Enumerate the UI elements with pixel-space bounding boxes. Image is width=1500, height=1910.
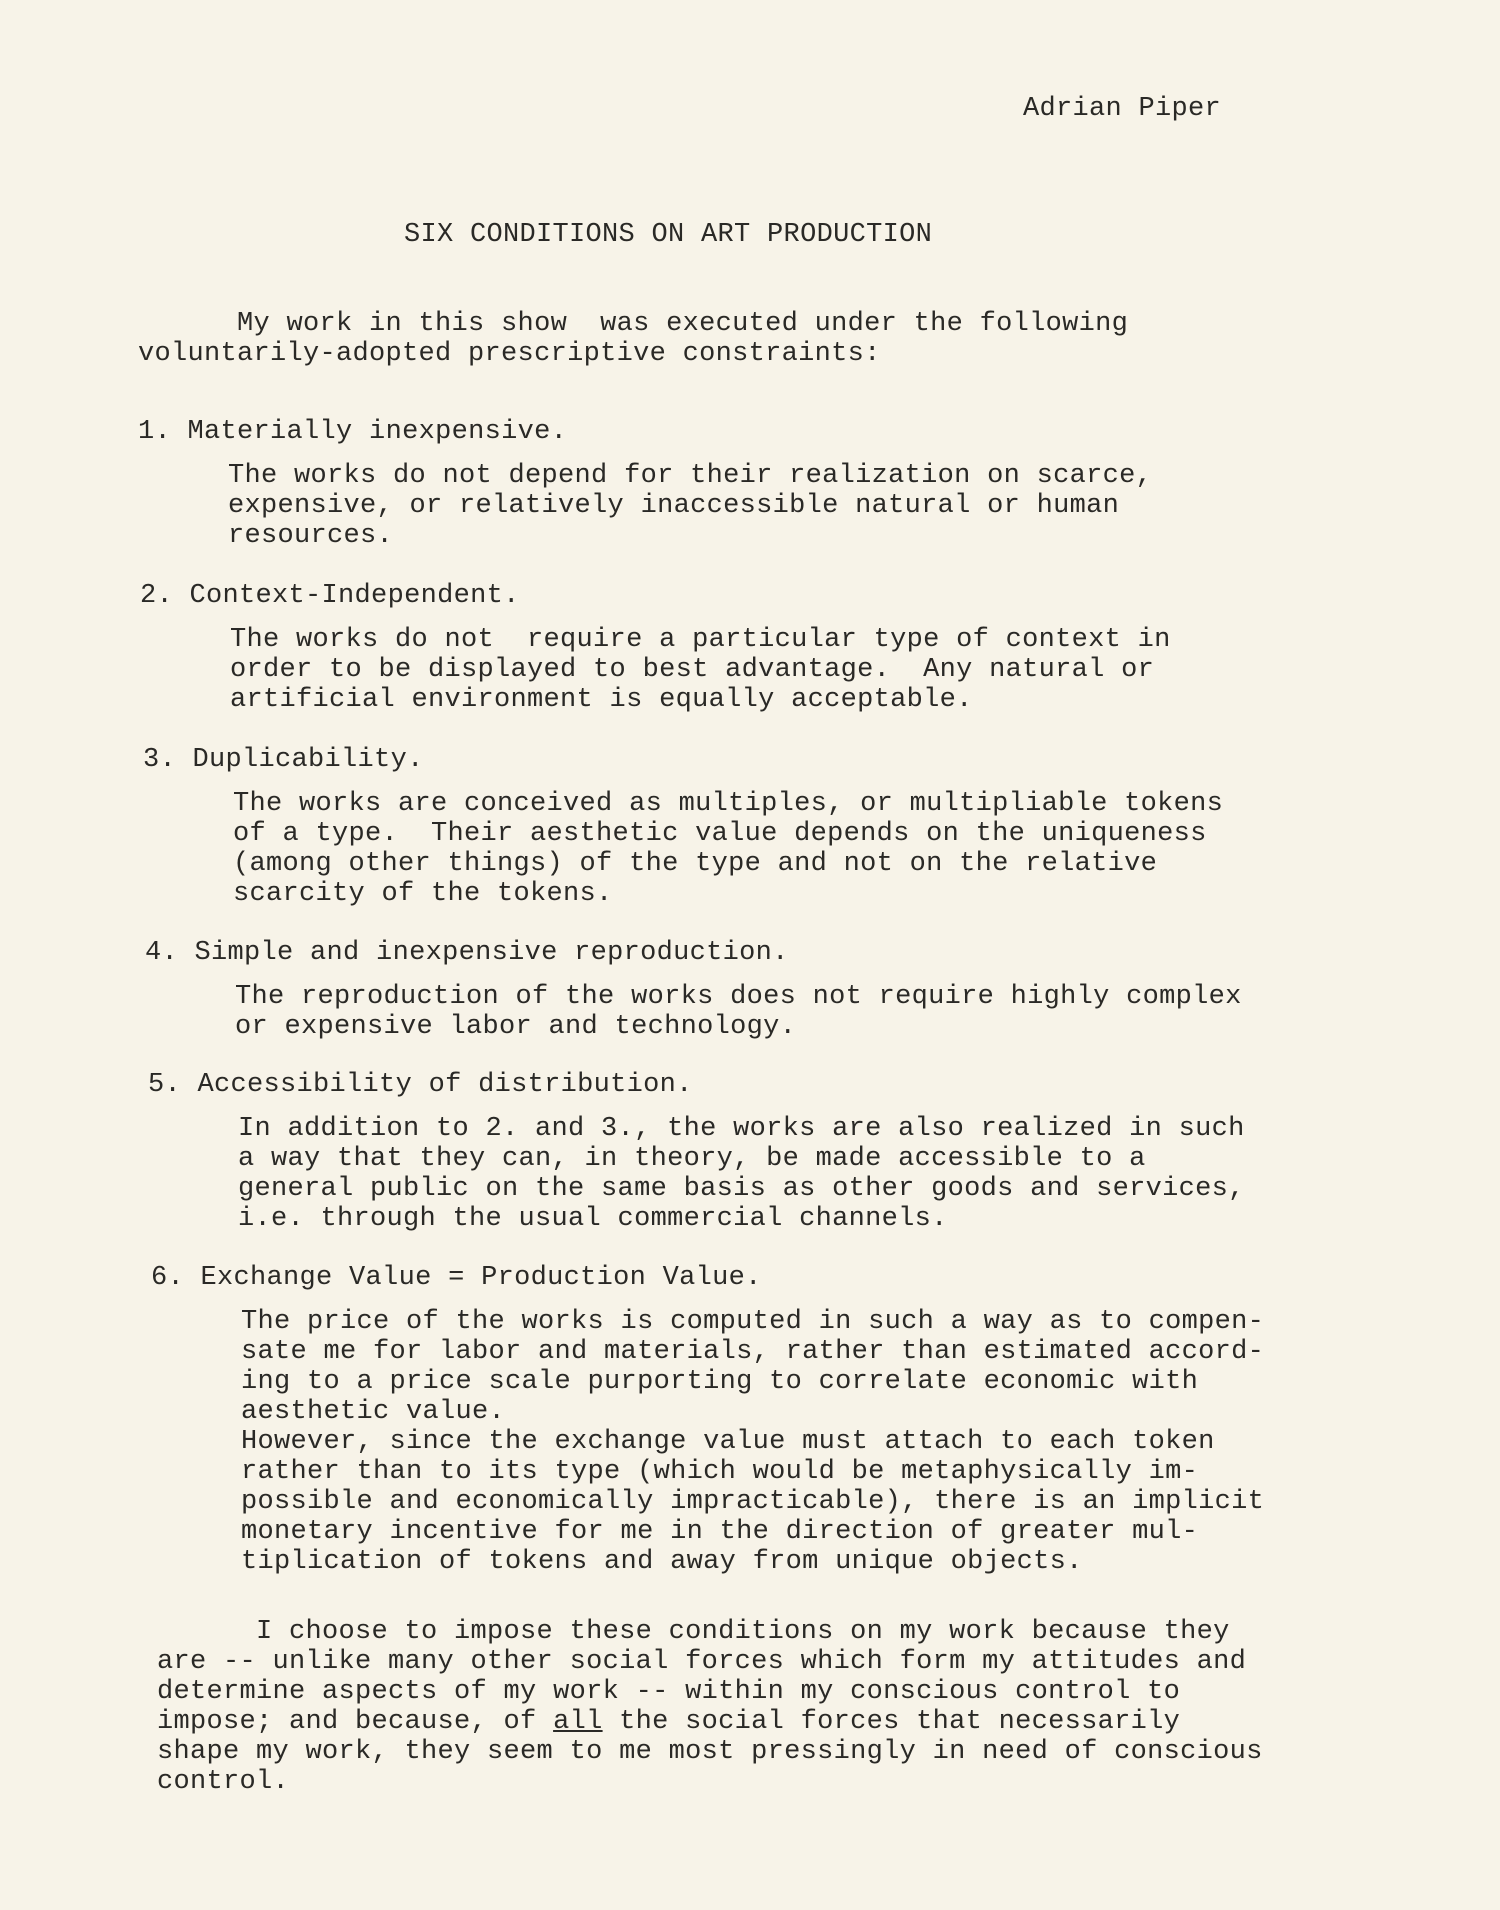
condition-2 [140,581,1171,715]
emphasized-word: all [553,1707,603,1737]
condition-line: artificial environment is equally acceptable. [230,685,973,715]
closing-text: impose; and because, of [157,1707,554,1737]
condition-body [238,1114,1245,1234]
condition-number: 6. [151,1263,185,1293]
condition-line: (among other things) of the type and not on the relative [233,849,1158,879]
closing-line: shape my work, they seem to me most pressingly in need of conscious [157,1737,1263,1767]
condition-body [230,625,1171,715]
condition-line: The price of the works is computed in such a way as to compen- [241,1307,1265,1337]
condition-number: 4. [145,938,179,968]
closing-line [157,1707,1263,1737]
condition-title: Exchange Value = Production Value. [200,1263,762,1293]
condition-heading [151,1263,1264,1293]
condition-title: Duplicability. [192,745,424,775]
condition-line: The works do not depend for their realization on scarce, [228,461,1153,491]
condition-line: ing to a price scale purporting to correlate economic with [241,1367,1199,1397]
condition-line: resources. [228,521,394,551]
condition-line: order to be displayed to best advantage. Any natural or [230,655,1155,685]
condition-heading [140,581,1171,611]
condition-line: The works do not require a particular type of context in [230,625,1171,655]
condition-line: However, since the exchange value must attach to each token [241,1427,1215,1457]
condition-line: general public on the same basis as other goods and services, [238,1174,1245,1204]
condition-body [241,1307,1264,1577]
closing-line: control. [157,1767,290,1797]
condition-title: Simple and inexpensive reproduction. [194,938,789,968]
condition-5 [148,1070,1245,1234]
condition-1 [138,417,1152,551]
condition-body [235,982,1242,1042]
condition-line: aesthetic value. [241,1397,506,1427]
intro-line: voluntarily-adopted prescriptive constraints: [138,339,881,369]
condition-line: i.e. through the usual commercial channels. [238,1204,948,1234]
condition-line: a way that they can, in theory, be made accessible to a [238,1144,1146,1174]
condition-title: Materially inexpensive. [187,417,568,447]
document-title: SIX CONDITIONS ON ART PRODUCTION [404,220,933,250]
condition-line: rather than to its type (which would be metaphysically im- [241,1457,1199,1487]
intro-paragraph [138,309,1388,369]
closing-line: I choose to impose these conditions on my work because they [157,1617,1230,1647]
condition-line: sate me for labor and materials, rather than estimated accord- [241,1337,1265,1367]
condition-body [228,461,1152,551]
condition-line: The reproduction of the works does not require highly complex [235,982,1242,1012]
condition-line: tiplication of tokens and away from unique objects. [241,1547,1083,1577]
condition-line: scarcity of the tokens. [233,879,613,909]
condition-line: expensive, or relatively inaccessible natural or human [228,491,1120,521]
closing-paragraph [157,1617,1263,1797]
condition-number: 1. [138,417,172,447]
condition-line: In addition to 2. and 3., the works are also realized in such [238,1114,1245,1144]
condition-3 [143,745,1223,909]
condition-number: 5. [148,1070,182,1100]
closing-line: are -- unlike many other social forces which form my attitudes and [157,1647,1247,1677]
condition-title: Context-Independent. [189,581,520,611]
condition-heading [145,938,1242,968]
condition-number: 3. [143,745,177,775]
condition-line: possible and economically impracticable), there is an implicit [241,1487,1265,1517]
closing-text: the social forces that necessarily [602,1707,1181,1737]
condition-heading [138,417,1152,447]
condition-body [233,789,1223,909]
condition-6 [151,1263,1264,1577]
condition-heading [148,1070,1245,1100]
condition-4 [145,938,1242,1042]
condition-line: monetary incentive for me in the direction of greater mul- [241,1517,1199,1547]
condition-line: The works are conceived as multiples, or multipliable tokens [233,789,1224,819]
condition-number: 2. [140,581,174,611]
closing-line: determine aspects of my work -- within my conscious control to [157,1677,1181,1707]
author-name: Adrian Piper [1023,94,1222,124]
condition-heading [143,745,1223,775]
condition-line: or expensive labor and technology. [235,1012,797,1042]
condition-line: of a type. Their aesthetic value depends on the uniqueness [233,819,1207,849]
condition-title: Accessibility of distribution. [197,1070,693,1100]
intro-line: My work in this show was executed under the following [138,309,1129,339]
